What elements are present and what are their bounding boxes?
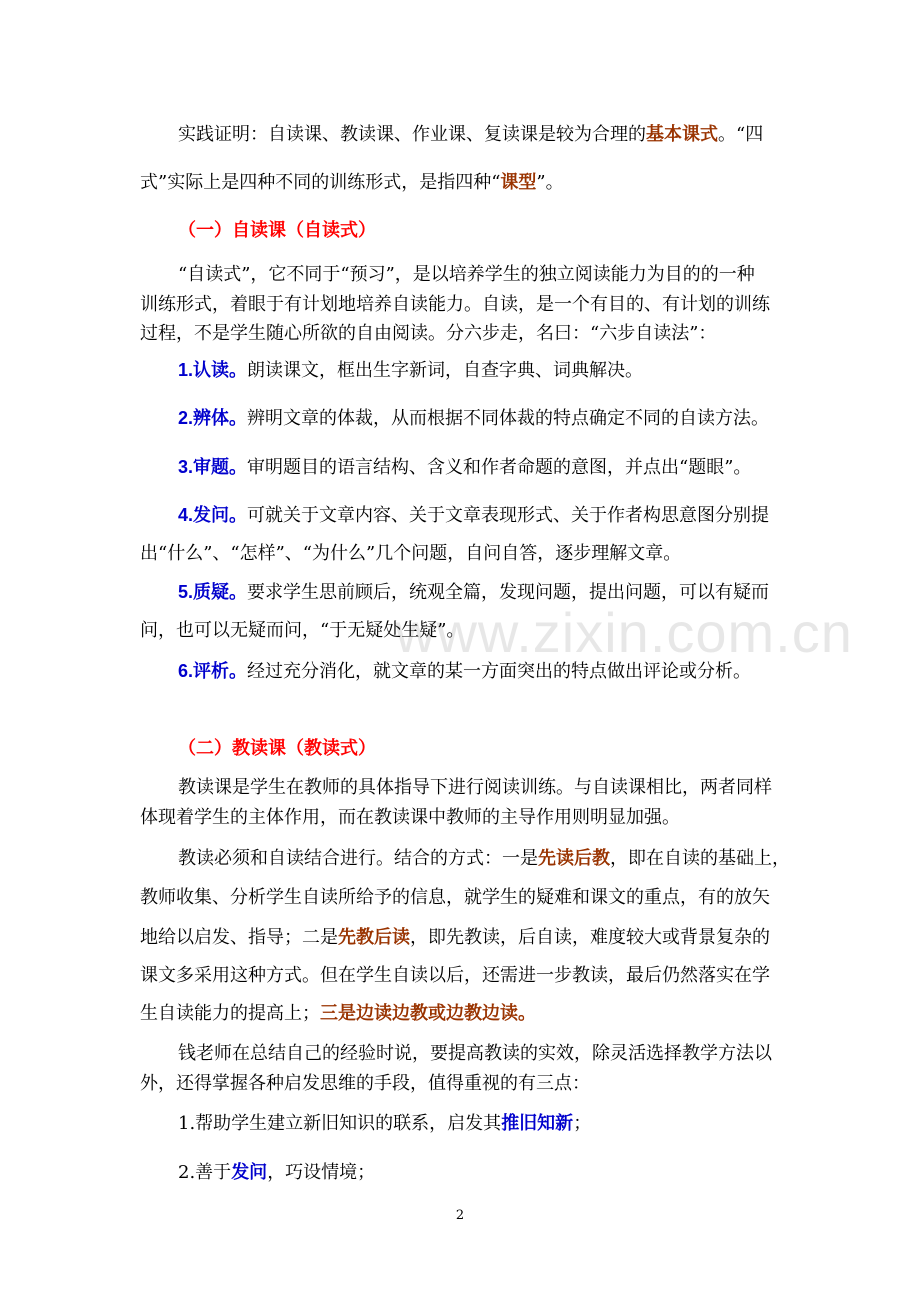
step-item <box>178 455 828 480</box>
text-run: 2.善于 <box>178 1162 232 1183</box>
text-run: ； <box>573 1113 592 1134</box>
paragraph-intro-line-2 <box>140 170 790 195</box>
watermark: www.zixin.com.cn <box>395 601 853 664</box>
list-item <box>178 1111 828 1136</box>
paragraph-combine-line-5 <box>140 1001 790 1026</box>
step-label: 5.质疑。 <box>178 582 248 602</box>
step-label: 4.发问。 <box>178 505 248 525</box>
page-number: 2 <box>455 1208 465 1223</box>
paragraph-jiaodu-line-1: 教读课是学生在教师的具体指导下进行阅读训练。与自读课相比，两者同样 <box>178 777 772 798</box>
step-text: 要求学生思前顾后，统观全篇，发现问题，提出问题，可以有疑而 <box>247 582 770 603</box>
text-run: ，即在自读的基础上， <box>610 848 790 869</box>
highlight-term: 发问 <box>231 1162 268 1182</box>
paragraph-combine-line-1 <box>178 846 828 871</box>
step-label: 1.认读。 <box>178 360 248 380</box>
highlight-term: 先教后读 <box>338 927 410 947</box>
paragraph-zidu-line-2: 训练形式，着眼于有计划地培养自读能力。自读，是一个有目的、有计划的训练 <box>140 294 770 315</box>
step-label: 6.评析。 <box>178 661 248 681</box>
text-run: 地给以启发、指导；二是 <box>140 927 338 948</box>
text-run: ”。 <box>536 172 564 193</box>
step-text: 朗读课文，框出生字新词，自查字典、词典解决。 <box>247 360 644 381</box>
paragraph-zidu-line-3: 过程，不是学生随心所欲的自由阅读。分六步走，名曰：“六步自读法”： <box>140 323 717 344</box>
highlight-term: 推旧知新 <box>501 1113 574 1133</box>
text-run: 实践证明：自读课、教读课、作业课、复读课是较为合理的 <box>178 124 646 145</box>
highlight-term: 课型 <box>500 172 537 192</box>
text-run: ，即先教读，后自读，难度较大或背景复杂的 <box>410 927 770 948</box>
paragraph-combine-line-3 <box>140 925 790 950</box>
section-heading-jiaodu: （二）教读课（教读式） <box>178 738 376 758</box>
text-run: 。“四 <box>718 124 764 145</box>
paragraph-zidu-line-1: “自读式”，它不同于“预习”，是以培养学生的独立阅读能力为目的的一种 <box>178 264 755 285</box>
step-item <box>178 503 828 528</box>
step-label: 3.审题。 <box>178 457 248 477</box>
step-text: 审明题目的语言结构、含义和作者命题的意图，并点出“题眼”。 <box>247 457 752 478</box>
paragraph-combine-line-4: 课文多采用这种方式。但在学生自读以后，还需进一步教读，最后仍然落实在学 <box>140 965 770 986</box>
paragraph-intro-line-1 <box>178 122 828 147</box>
paragraph-jiaodu-line-2: 体现着学生的主体作用，而在教读课中教师的主导作用则明显加强。 <box>140 807 680 828</box>
step-text: 辨明文章的体裁，从而根据不同体裁的特点确定不同的自读方法。 <box>247 408 770 429</box>
paragraph-qian-line-2: 外，还得掌握各种启发思维的手段，值得重视的有三点： <box>140 1073 590 1094</box>
text-run: 式”实际上是四种不同的训练形式，是指四种“ <box>140 172 501 193</box>
highlight-term: 基本课式 <box>646 124 718 144</box>
step-item <box>178 358 828 383</box>
text-run: ，巧设情境； <box>267 1162 376 1183</box>
section-heading-zidu: （一）自读课（自读式） <box>178 220 376 240</box>
highlight-term: 先读后教 <box>538 848 610 868</box>
text-run: 教读必须和自读结合进行。结合的方式：一是 <box>178 848 538 869</box>
paragraph-qian-line-1: 钱老师在总结自己的经验时说，要提高教读的实效，除灵活选择教学方法以 <box>178 1043 772 1064</box>
list-item <box>178 1160 828 1185</box>
text-run: 生自读能力的提高上； <box>140 1003 320 1024</box>
step-item-continuation: 出“什么”、“怎样”、“为什么”几个问题，自问自答，逐步理解文章。 <box>140 543 682 564</box>
step-item <box>178 406 828 431</box>
highlight-term: 三是边读边教或边教边读。 <box>320 1003 536 1023</box>
text-run: 1.帮助学生建立新旧知识的联系，启发其 <box>178 1113 502 1134</box>
paragraph-combine-line-2: 教师收集、分析学生自读所给予的信息，就学生的疑难和课文的重点，有的放矢 <box>140 887 770 908</box>
step-text: 经过充分消化，就文章的某一方面突出的特点做出评论或分析。 <box>247 661 752 682</box>
step-label: 2.辨体。 <box>178 408 248 428</box>
step-item-continuation: 问，也可以无疑而问，“于无疑处生疑”。 <box>140 620 465 641</box>
step-text: 可就关于文章内容、关于文章表现形式、关于作者构思意图分别提 <box>247 505 770 526</box>
